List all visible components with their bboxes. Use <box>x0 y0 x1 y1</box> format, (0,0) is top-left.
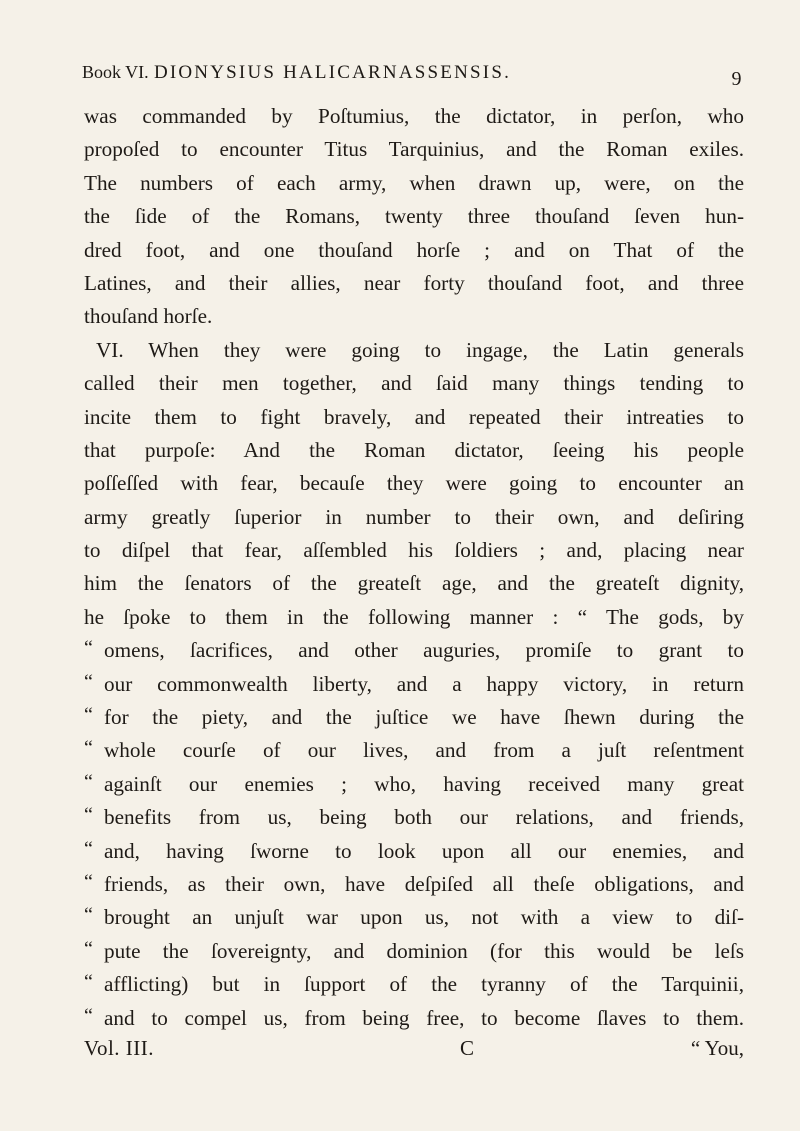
text-line: Latines, and their allies, near forty thouſand foot, and three <box>84 270 744 295</box>
author-name: DIONYSIUS HALICARNASSENSIS. <box>153 62 512 83</box>
quoted-line: “ afflicting) but in ſupport of the tyranny of the Tarquinii, <box>84 968 744 1001</box>
text-line: the ſide of the Romans, twenty three thouſand ſeven hun- <box>84 204 744 229</box>
text-line: poſſeſſed with fear, becauſe they were going to encounter an <box>84 471 744 496</box>
quoted-line: “ brought an unjuſt war upon us, not with a view to diſ- <box>84 901 744 934</box>
text-line: him the ſenators of the greateſt age, and the greateſt dignity, <box>84 571 744 596</box>
quoted-line: “ and to compel us, from being free, to become ſlaves to them. <box>84 1002 744 1035</box>
text-line: dred foot, and one thouſand horſe ; and on That of the <box>84 237 744 262</box>
text-line: that purpoſe: And the Roman dictator, ſeeing his people <box>84 437 744 462</box>
body-text <box>84 100 744 1035</box>
quoted-line: “ friends, as their own, have deſpiſed all theſe obligations, and <box>84 868 744 901</box>
volume-label: Vol. III. <box>84 1036 155 1060</box>
text-line: VI. When they were going to ingage, the Latin generals <box>96 337 744 362</box>
book-label: Book VI. <box>82 62 149 82</box>
header-title <box>82 62 511 84</box>
quoted-line: “ whole courſe of our lives, and from a juſt reſentment <box>84 734 744 767</box>
text-line: was commanded by Poſtumius, the dictator, in perſon, who <box>84 104 744 128</box>
quoted-line: “ our commonwealth liberty, and a happy victory, in return <box>84 668 744 701</box>
quoted-line: “ omens, ſacrifices, and other auguries, promiſe to grant to <box>84 634 744 667</box>
signature-mark: C <box>460 1036 475 1060</box>
quoted-line: “ and, having ſworne to look upon all our enemies, and <box>84 835 744 868</box>
running-header <box>82 62 742 92</box>
text-line: The numbers of each army, when drawn up, were, on the <box>84 170 744 195</box>
text-line: army greatly ſuperior in number to their own, and deſiring <box>84 504 744 529</box>
page-number: 9 <box>731 68 742 90</box>
text-line: called their men together, and ſaid many things tending to <box>84 371 744 396</box>
quoted-line: “ againſt our enemies ; who, having received many great <box>84 768 744 801</box>
quoted-line: “ benefits from us, being both our relations, and friends, <box>84 801 744 834</box>
text-line: to diſpel that fear, aſſembled his ſoldiers ; and, placing near <box>84 538 744 563</box>
text-line: thouſand horſe. <box>84 304 213 329</box>
text-line: propoſed to encounter Titus Tarquinius, and the Roman exiles. <box>84 137 744 162</box>
text-line: he ſpoke to them in the following manner : “ The gods, by <box>84 604 744 629</box>
quoted-line: “ for the piety, and the juſtice we have ſhewn during the <box>84 701 744 734</box>
page-footer <box>84 1036 744 1070</box>
quoted-line: “ pute the ſovereignty, and dominion (for this would be leſs <box>84 935 744 968</box>
text-line: incite them to fight bravely, and repeated their intreaties to <box>84 404 744 429</box>
catchword: “ You, <box>690 1036 744 1060</box>
